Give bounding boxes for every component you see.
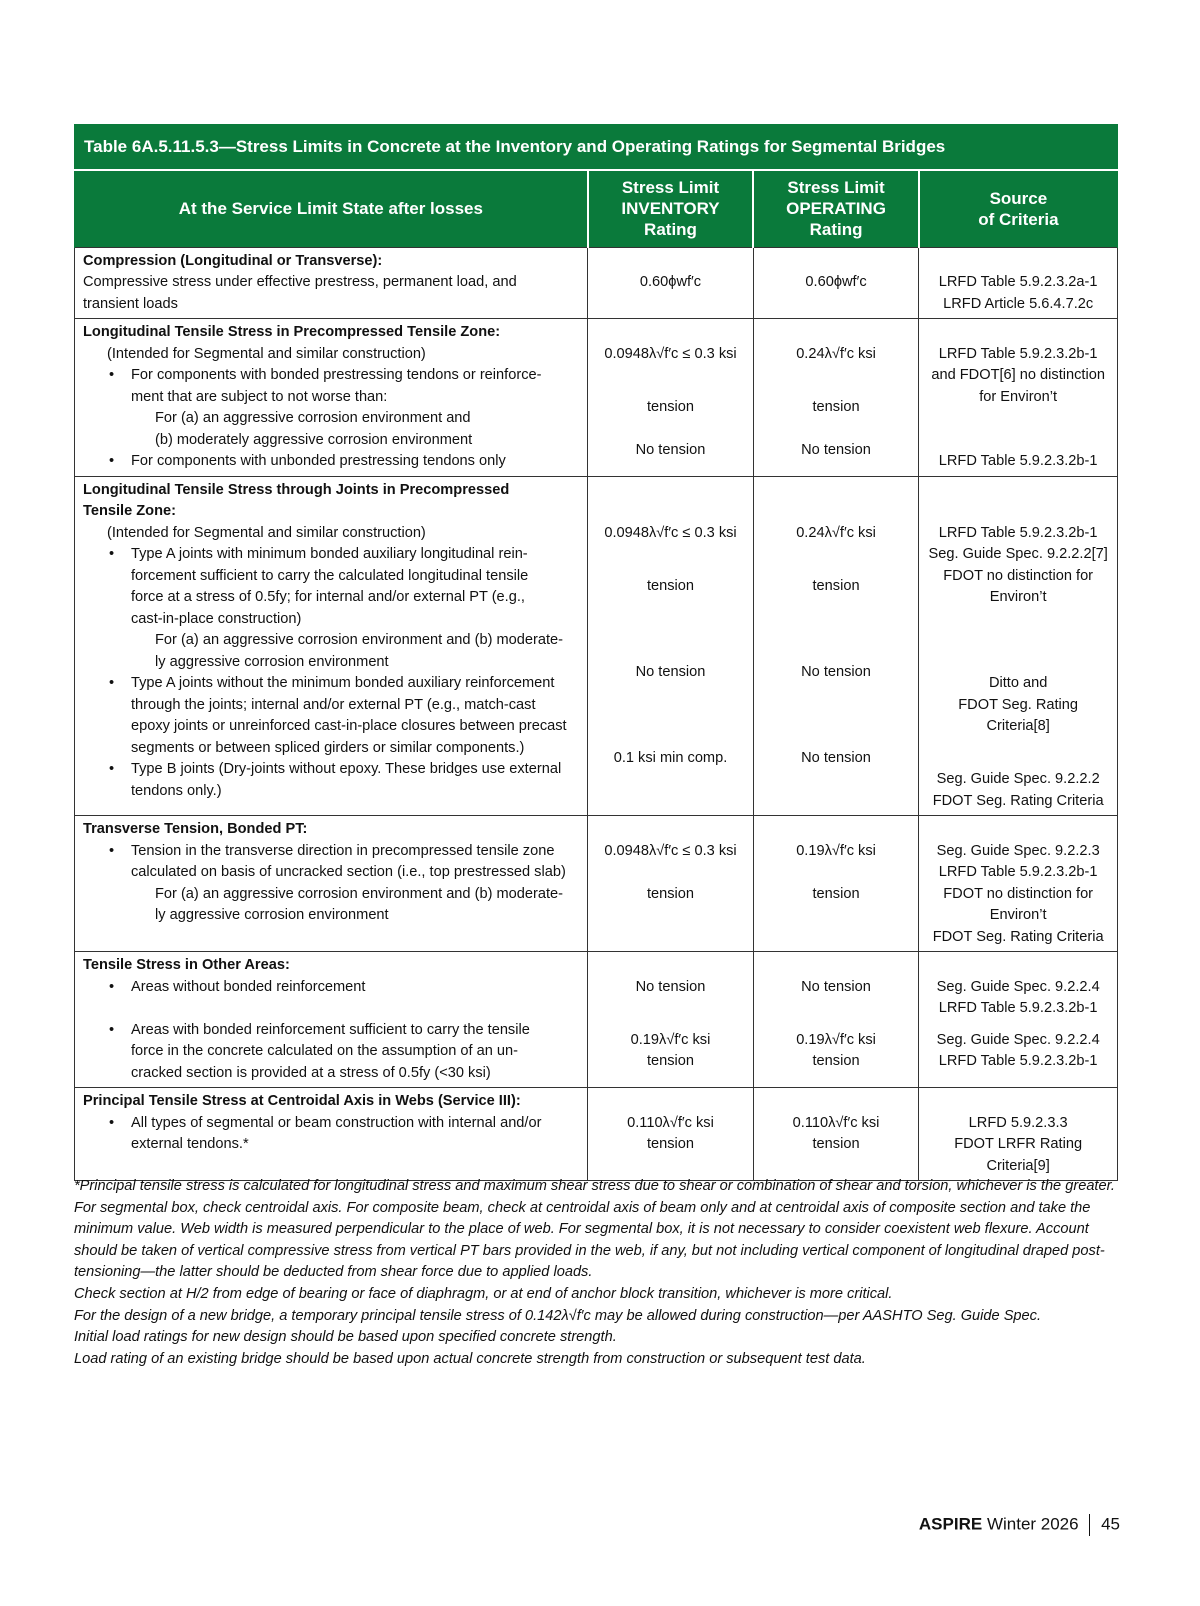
cell-source: LRFD Table 5.9.2.3.2a-1 LRFD Article 5.6.4.7.2c — [919, 247, 1118, 319]
table-row-principal-tensile — [75, 1088, 1118, 1181]
header-source: Source of Criteria — [919, 170, 1118, 248]
cell-operating: 0.24λ√f′c ksi tension No tension — [753, 319, 919, 477]
footnote-check-section: Check section at H/2 from edge of bearing or face of diaphragm, or at end of anchor block transition, whichever is more critical. — [74, 1285, 893, 1302]
cell-source: LRFD Table 5.9.2.3.2b-1 Seg. Guide Spec. 9.2.2.2[7] FDOT no distinction for Environ’t Ditto and FDOT Seg. Rating Criteria[8] Seg. Guide Spec. 9.2.2.2 FDOT Seg. Rating Criteria — [919, 476, 1118, 816]
table-row-joints — [75, 476, 1118, 816]
page-footer — [919, 1514, 1120, 1536]
stress-limits-table — [74, 124, 1118, 1181]
cell-operating: 0.110λ√f′c ksi tension — [753, 1088, 919, 1181]
header-inventory: Stress Limit INVENTORY Rating — [588, 170, 754, 248]
table-header-row — [75, 170, 1118, 248]
table-row-transverse-tension — [75, 816, 1118, 952]
cell-inventory: 0.110λ√f′c ksi tension — [588, 1088, 754, 1181]
footnote-initial-ratings: Initial load ratings for new design should be based upon specified concrete strength. — [74, 1329, 617, 1346]
footer-divider — [1089, 1514, 1090, 1536]
cell-operating: 0.19λ√f′c ksi tension — [753, 816, 919, 952]
footnote-principal-tensile: *Principal tensile stress is calculated for longitudinal stress and maximum shear stress due to shear or combination of shear and torsion, whichever is the greater. For segmental box, check centroidal axis. For composite beam, check at centroidal axis of beam only and at centroidal axis of composite section and take the minimum value. Web width is measured perpendicular to the place of web. For segmental box, it is not necessary to consider coexistent web flexure. Account should be taken of vertical compressive stress from vertical PT bars provided in the web, if any, but not including vertical component of longitudinal draped post-tensioning—the latter should be deducted from shear force due to applied loads. — [74, 1178, 1115, 1281]
magazine-issue: Winter 2026 — [986, 1514, 1079, 1534]
cell-inventory: 0.0948λ√f′c ≤ 0.3 ksi tension No tension 0.1 ksi min comp. — [588, 476, 754, 816]
cell-description: Principal Tensile Stress at Centroidal Axis in Webs (Service III): • All types of segmental or beam construction with internal and/or external tendons.* — [75, 1088, 588, 1181]
page-number: 45 — [1101, 1514, 1120, 1534]
stress-limits-table-container — [74, 124, 1118, 1181]
cell-operating: 0.24λ√f′c ksi tension No tension No tension — [753, 476, 919, 816]
cell-description: Compression (Longitudinal or Transverse): Compressive stress under effective prestress, permanent load, and transient loads — [75, 247, 588, 319]
cell-source: Seg. Guide Spec. 9.2.2.3 LRFD Table 5.9.2.3.2b-1 FDOT no distinction for Environ’t FDOT Seg. Rating Criteria — [919, 816, 1118, 952]
table-title: Table 6A.5.11.5.3—Stress Limits in Concrete at the Inventory and Operating Ratings for Segmental Bridges — [75, 125, 1118, 170]
table-row-compression — [75, 247, 1118, 319]
cell-inventory: 0.60ϕwf′c — [588, 247, 754, 319]
cell-inventory: No tension 0.19λ√f′c ksi tension — [588, 952, 754, 1088]
footnote-existing-bridge: Load rating of an existing bridge should be based upon actual concrete strength from construction or subsequent test data. — [74, 1350, 866, 1367]
footnote-temporary-stress: For the design of a new bridge, a temporary principal tensile stress of 0.142λ√f′c may be allowed during construction—per AASHTO Seg. Guide Spec. — [74, 1307, 1042, 1324]
table-footnotes — [74, 1176, 1124, 1370]
cell-source: LRFD 5.9.2.3.3 FDOT LRFR Rating Criteria[9] — [919, 1088, 1118, 1181]
cell-operating: No tension 0.19λ√f′c ksi tension — [753, 952, 919, 1088]
cell-inventory: 0.0948λ√f′c ≤ 0.3 ksi tension — [588, 816, 754, 952]
cell-description: Longitudinal Tensile Stress in Precompressed Tensile Zone: (Intended for Segmental and similar construction) • For components with bonded prestressing tendons or reinforce- ment that are subject to not worse than: For (a) an aggressive corrosion environment and (b) moderately aggressive corrosion environment • For components with unbonded prestressing tendons only — [75, 319, 588, 477]
table-row-other-areas — [75, 952, 1118, 1088]
cell-description: Tensile Stress in Other Areas: • Areas without bonded reinforcement • Areas with bonded reinforcement sufficient to carry the tensile force in the concrete calculated on the assumption of an un- cracked section is provided at a stress of 0.5fy (<30 ksi) — [75, 952, 588, 1088]
table-row-longitudinal-tensile — [75, 319, 1118, 477]
table-title-row — [75, 125, 1118, 170]
cell-description: Longitudinal Tensile Stress through Joints in Precompressed Tensile Zone: (Intended for Segmental and similar construction) • Type A joints with minimum bonded auxiliary longitudinal rein- forcement sufficient to carry the calculated longitudinal tensile force at a stress of 0.5fy; for internal and/or external PT (e.g., cast-in-place construction) For (a) an aggressive corrosion environment and (b) moderate- ly aggressive corrosion environment • Type A joints without the minimum bonded auxiliary reinforcement through the joints; internal and/or external PT (e.g., match-cast epoxy joints or unreinforced cast-in-place closures between precast segments or between spliced girders or similar components.) • Type B joints (Dry-joints without epoxy. These bridges use external tendons only.) — [75, 476, 588, 816]
header-service-limit-state: At the Service Limit State after losses — [75, 170, 588, 248]
magazine-brand: ASPIRE — [918, 1514, 983, 1534]
cell-source: LRFD Table 5.9.2.3.2b-1 and FDOT[6] no distinction for Environ’t LRFD Table 5.9.2.3.2b-1 — [919, 319, 1118, 477]
header-operating: Stress Limit OPERATING Rating — [753, 170, 919, 248]
cell-inventory: 0.0948λ√f′c ≤ 0.3 ksi tension No tension — [588, 319, 754, 477]
cell-source: Seg. Guide Spec. 9.2.2.4 LRFD Table 5.9.2.3.2b-1 Seg. Guide Spec. 9.2.2.4 LRFD Table 5.9.2.3.2b-1 — [919, 952, 1118, 1088]
cell-description: Transverse Tension, Bonded PT: • Tension in the transverse direction in precompressed tensile zone calculated on basis of uncracked section (i.e., top prestressed slab) For (a) an aggressive corrosion environment and (b) moderate- ly aggressive corrosion environment — [75, 816, 588, 952]
cell-operating: 0.60ϕwf′c — [753, 247, 919, 319]
